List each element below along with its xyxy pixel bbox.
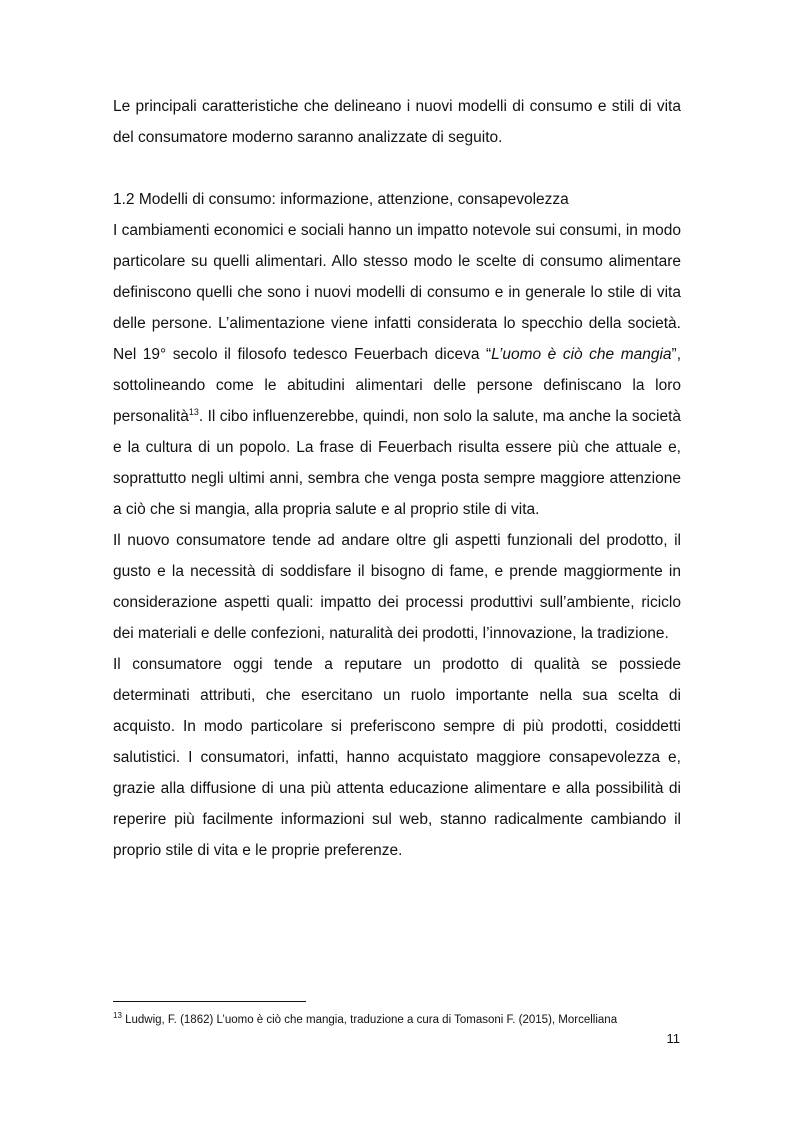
section-heading: 1.2 Modelli di consumo: informazione, attenzione, consapevolezza bbox=[113, 191, 569, 208]
paragraph-1-text-b: ”, sottolineando come le abitudini alimentari delle persone definiscano la loro personalità bbox=[113, 346, 681, 425]
feuerbach-quote: L’uomo è ciò che mangia bbox=[491, 346, 672, 363]
page-number: 11 bbox=[666, 1031, 680, 1046]
footnote-reference[interactable]: 13 bbox=[188, 406, 199, 417]
footnote-text: Ludwig, F. (1862) L’uomo è ciò che mangia, traduzione a cura di Tomasoni F. (2015), Morcelliana bbox=[121, 1014, 618, 1026]
paragraph-1 bbox=[113, 215, 681, 525]
paragraph-1-text-c: . Il cibo influenzerebbe, quindi, non solo la salute, ma anche la società e la cultura di un popolo. La frase di Feuerbach risulta essere più che attuale e, soprattutto negli ultimi anni, sembra che venga posta sempre maggiore attenzione a ciò che si mangia, alla propria salute e al proprio stile di vita. bbox=[113, 408, 681, 518]
footnote-number: 13 bbox=[113, 1011, 122, 1021]
paragraph-2: Il nuovo consumatore tende ad andare oltre gli aspetti funzionali del prodotto, il gusto e la necessità di soddisfare il bisogno di fame, e prende maggiormente in considerazione aspetti quali: impatto dei processi produttivi sull’ambiente, riciclo dei materiali e delle confezioni, naturalità dei prodotti, l’innovazione, la tradizione. bbox=[113, 532, 681, 642]
paragraph-1-text-a: I cambiamenti economici e sociali hanno un impatto notevole sui consumi, in modo particolare su quelli alimentari. Allo stesso modo le scelte di consumo alimentare definiscono quelli che sono i nuovi modelli di consumo e in generale lo stile di vita delle persone. L’alimentazione viene infatti considerata lo specchio della società. Nel 19° secolo il filosofo tedesco Feuerbach diceva “ bbox=[113, 222, 681, 363]
footnote-separator bbox=[113, 1001, 306, 1002]
intro-paragraph: Le principali caratteristiche che delineano i nuovi modelli di consumo e stili di vita del consumatore moderno saranno analizzate di seguito. bbox=[113, 98, 681, 146]
body-text bbox=[113, 91, 681, 866]
footnote bbox=[113, 1012, 681, 1028]
paragraph-3: Il consumatore oggi tende a reputare un prodotto di qualità se possiede determinati attributi, che esercitano un ruolo importante nella sua scelta di acquisto. In modo particolare si preferiscono sempre di più prodotti, cosiddetti salutistici. I consumatori, infatti, hanno acquistato maggiore consapevolezza e, grazie alla diffusione di una più attenta educazione alimentare e alla possibilità di reperire più facilmente informazioni sul web, stanno radicalmente cambiando il proprio stile di vita e le proprie preferenze. bbox=[113, 656, 681, 859]
